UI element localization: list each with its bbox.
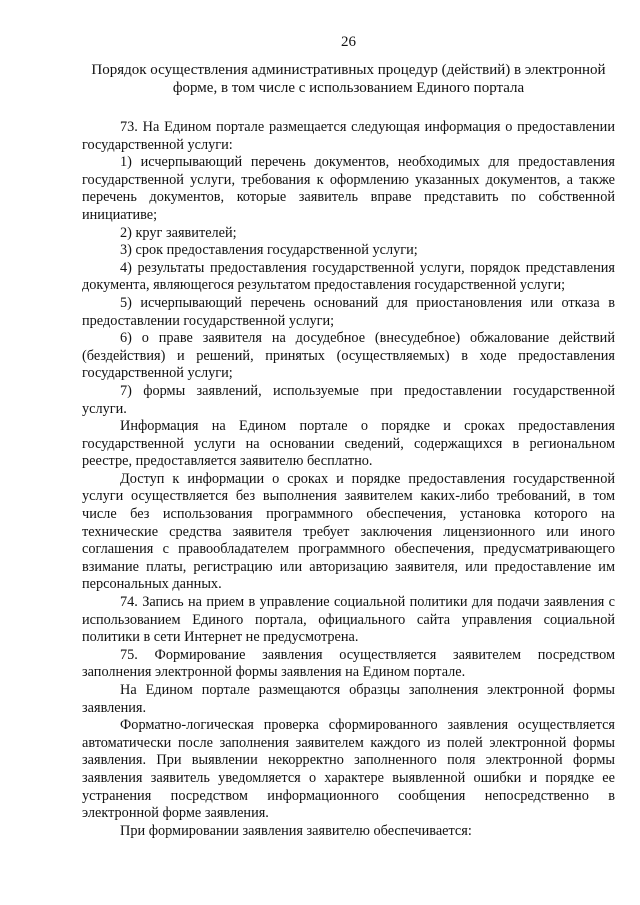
list-item-4: 4) результаты предоставления государственной услуги, порядок представления документа, являющегося результатом предоставления государственной услуги;	[82, 259, 615, 294]
paragraph-75: 75. Формирование заявления осуществляется заявителем посредством заполнения электронной формы заявления на Едином портале.	[82, 646, 615, 681]
list-item-7: 7) формы заявлений, используемые при предоставлении государственной услуги.	[82, 382, 615, 417]
document-page	[82, 32, 615, 840]
list-item-2: 2) круг заявителей;	[120, 224, 237, 241]
list-item-1: 1) исчерпывающий перечень документов, необходимых для предоставления государственной услуги, требования к оформлению указанных документов, а также перечень документов, которые заявитель вправе представить по собственной инициативе;	[82, 154, 615, 223]
section-title: Порядок осуществления административных процедур (действий) в электронной форме, в том числе с использованием Единого портала	[91, 62, 606, 96]
list-item-6: 6) о праве заявителя на досудебное (внесудебное) обжалование действий (бездействия) и решений, принятых (осуществляемых) в ходе предоставления государственной услуги;	[82, 330, 615, 382]
paragraph-provided: При формировании заявления заявителю обеспечивается:	[120, 822, 472, 839]
list-item-3: 3) срок предоставления государственной услуги;	[120, 242, 418, 259]
page-number: 26	[341, 34, 356, 50]
paragraph-access: Доступ к информации о сроках и порядке предоставления государственной услуги осуществляется без выполнения заявителем каких-либо требований, в том числе без использования программного обеспечения, установка которого на технические средства заявителя требует заключения лицензионного или иного соглашения с правообладателем программного обеспечения, предусматривающего взимание платы, регистрацию или авторизацию заявителя, или предоставление им персональных данных.	[82, 470, 615, 593]
list-item-5: 5) исчерпывающий перечень оснований для приостановления или отказа в предоставлении государственной услуги;	[82, 294, 615, 329]
paragraph-samples: На Едином портале размещаются образцы заполнения электронной формы заявления.	[82, 682, 615, 716]
paragraph-validation: Форматно-логическая проверка сформированного заявления осуществляется автоматически после заполнения заявителем каждого из полей электронной формы заявления. При выявлении некорректно заполненного поля электронной формы заявления заявитель уведомляется о характере выявленной ошибки и порядке ее устранения посредством информационного сообщения непосредственно в электронной форме заявления.	[82, 717, 615, 822]
paragraph-74: 74. Запись на прием в управление социальной политики для подачи заявления с использованием Единого портала, официального сайта управления социальной политики в сети Интернет не предусмотрена.	[82, 594, 615, 646]
paragraph-info-free: Информация на Едином портале о порядке и сроках предоставления государственной услуги на основании сведений, содержащихся в региональном реестре, предоставляется заявителю бесплатно.	[82, 418, 615, 470]
paragraph-73: 73. На Едином портале размещается следующая информация о предоставлении государственной услуги:	[82, 119, 615, 153]
